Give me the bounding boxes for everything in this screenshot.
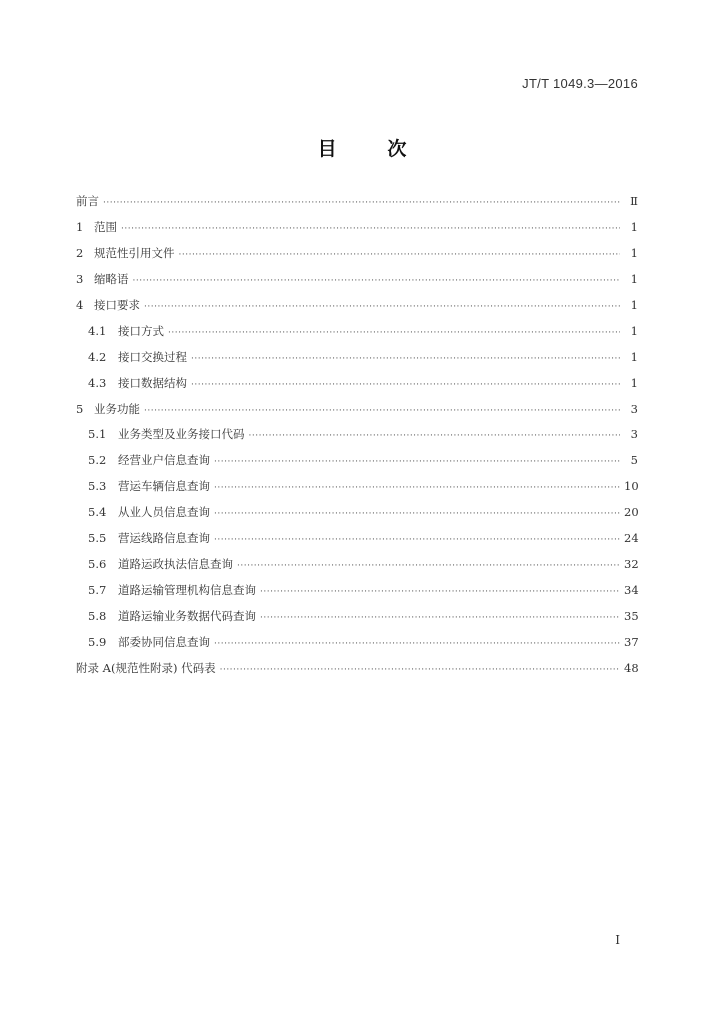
toc-entry-label: 经营业户信息查询 xyxy=(118,453,210,468)
dot-leader xyxy=(144,302,620,312)
toc-entry-page: 20 xyxy=(624,505,639,520)
dot-leader xyxy=(260,613,620,623)
toc-entry-page: 1 xyxy=(630,219,638,234)
standard-code: JT/T 1049.3—2016 xyxy=(522,76,638,91)
dot-leader xyxy=(214,509,620,519)
dot-leader xyxy=(214,457,620,467)
toc-entry-number: 5.7 xyxy=(88,583,107,598)
toc-entry[interactable] xyxy=(76,530,638,556)
toc-entry-page: 1 xyxy=(630,271,638,286)
toc-entry-number: 5.1 xyxy=(88,427,107,442)
toc-entry[interactable] xyxy=(76,608,638,634)
toc-entry-label: 道路运输管理机构信息查询 xyxy=(118,583,256,598)
toc-entry[interactable] xyxy=(76,634,638,660)
toc-entry[interactable] xyxy=(76,426,638,452)
toc-entry[interactable] xyxy=(76,349,638,375)
table-of-contents xyxy=(76,193,638,686)
toc-entry-label: 缩略语 xyxy=(94,271,129,286)
toc-entry[interactable] xyxy=(76,245,638,271)
dot-leader xyxy=(121,224,620,234)
page-title xyxy=(0,134,724,161)
toc-entry[interactable] xyxy=(76,271,638,297)
dot-leader xyxy=(179,250,621,260)
toc-entry[interactable] xyxy=(76,375,638,401)
toc-entry-number: 1 xyxy=(76,219,84,234)
toc-entry[interactable] xyxy=(76,193,638,219)
title-char-2: 次 xyxy=(387,138,407,160)
toc-entry[interactable] xyxy=(76,582,638,608)
toc-entry-page: 24 xyxy=(624,531,639,546)
toc-entry-label: 营运线路信息查询 xyxy=(118,531,210,546)
toc-entry-number: 5.2 xyxy=(88,453,107,468)
toc-entry-label: 部委协同信息查询 xyxy=(118,634,210,649)
dot-leader xyxy=(220,665,620,675)
toc-entry-label: 接口方式 xyxy=(118,323,164,338)
toc-entry-number: 5.9 xyxy=(88,634,107,649)
toc-entry[interactable] xyxy=(76,478,638,504)
toc-entry-label: 附录 A(规范性附录) 代码表 xyxy=(76,660,216,675)
toc-entry-label: 营运车辆信息查询 xyxy=(118,479,210,494)
toc-entry-number: 3 xyxy=(76,271,84,286)
toc-entry[interactable] xyxy=(76,660,638,686)
toc-entry-number: 5.5 xyxy=(88,531,107,546)
toc-entry[interactable] xyxy=(76,504,638,530)
title-char-1: 目 xyxy=(317,138,337,160)
dot-leader xyxy=(144,406,620,416)
toc-entry-label: 范围 xyxy=(94,219,117,234)
toc-entry-page: 3 xyxy=(630,427,638,442)
toc-entry-label: 业务类型及业务接口代码 xyxy=(118,427,245,442)
dot-leader xyxy=(191,380,620,390)
toc-entry[interactable] xyxy=(76,401,638,427)
toc-entry-number: 5 xyxy=(76,401,84,416)
dot-leader xyxy=(260,587,620,597)
dot-leader xyxy=(237,561,620,571)
toc-entry-page: 1 xyxy=(630,323,638,338)
toc-entry-label: 接口交换过程 xyxy=(118,349,187,364)
toc-entry-label: 业务功能 xyxy=(94,401,140,416)
toc-entry-number: 5.4 xyxy=(88,505,107,520)
toc-entry-page: 1 xyxy=(630,245,638,260)
toc-entry[interactable] xyxy=(76,323,638,349)
toc-entry-label: 接口数据结构 xyxy=(118,375,187,390)
toc-entry-page: 37 xyxy=(624,634,639,649)
toc-entry-page: 48 xyxy=(624,660,639,675)
toc-entry-page: 5 xyxy=(630,453,638,468)
toc-entry-number: 5.8 xyxy=(88,609,107,623)
dot-leader xyxy=(133,276,621,286)
toc-entry-label: 道路运政执法信息查询 xyxy=(118,557,233,572)
toc-entry-page: 1 xyxy=(630,349,638,364)
dot-leader xyxy=(249,431,621,441)
toc-entry-label: 道路运输业务数据代码查询 xyxy=(118,609,256,623)
toc-entry-number: 4 xyxy=(76,297,84,312)
dot-leader xyxy=(214,483,620,493)
toc-entry-page: 34 xyxy=(624,583,639,598)
page-number: I xyxy=(615,933,620,947)
toc-entry[interactable] xyxy=(76,556,638,582)
toc-entry-number: 5.6 xyxy=(88,557,107,572)
toc-entry-label: 从业人员信息查询 xyxy=(118,505,210,520)
toc-entry-page: 32 xyxy=(624,557,639,572)
toc-entry-number: 5.3 xyxy=(88,479,107,494)
dot-leader xyxy=(214,535,620,545)
toc-entry[interactable] xyxy=(76,452,638,478)
toc-entry-page: 1 xyxy=(630,297,638,312)
toc-entry-label: 规范性引用文件 xyxy=(94,245,175,260)
toc-entry-number: 4.3 xyxy=(88,375,107,390)
toc-entry-number: 2 xyxy=(76,245,84,260)
toc-entry-page: 35 xyxy=(624,609,639,623)
dot-leader xyxy=(103,198,620,208)
toc-entry-label: 接口要求 xyxy=(94,297,140,312)
dot-leader xyxy=(191,354,620,364)
dot-leader xyxy=(214,639,620,649)
toc-entry[interactable] xyxy=(76,297,638,323)
toc-entry-page: 3 xyxy=(630,401,638,416)
dot-leader xyxy=(168,328,620,338)
toc-entry[interactable] xyxy=(76,219,638,245)
toc-entry-number: 4.2 xyxy=(88,349,107,364)
toc-entry-page: 10 xyxy=(624,479,639,494)
toc-entry-label: 前言 xyxy=(76,194,99,208)
toc-entry-page: 1 xyxy=(630,375,638,390)
toc-entry-number: 4.1 xyxy=(88,323,107,338)
toc-entry-page: Ⅱ xyxy=(630,194,638,208)
